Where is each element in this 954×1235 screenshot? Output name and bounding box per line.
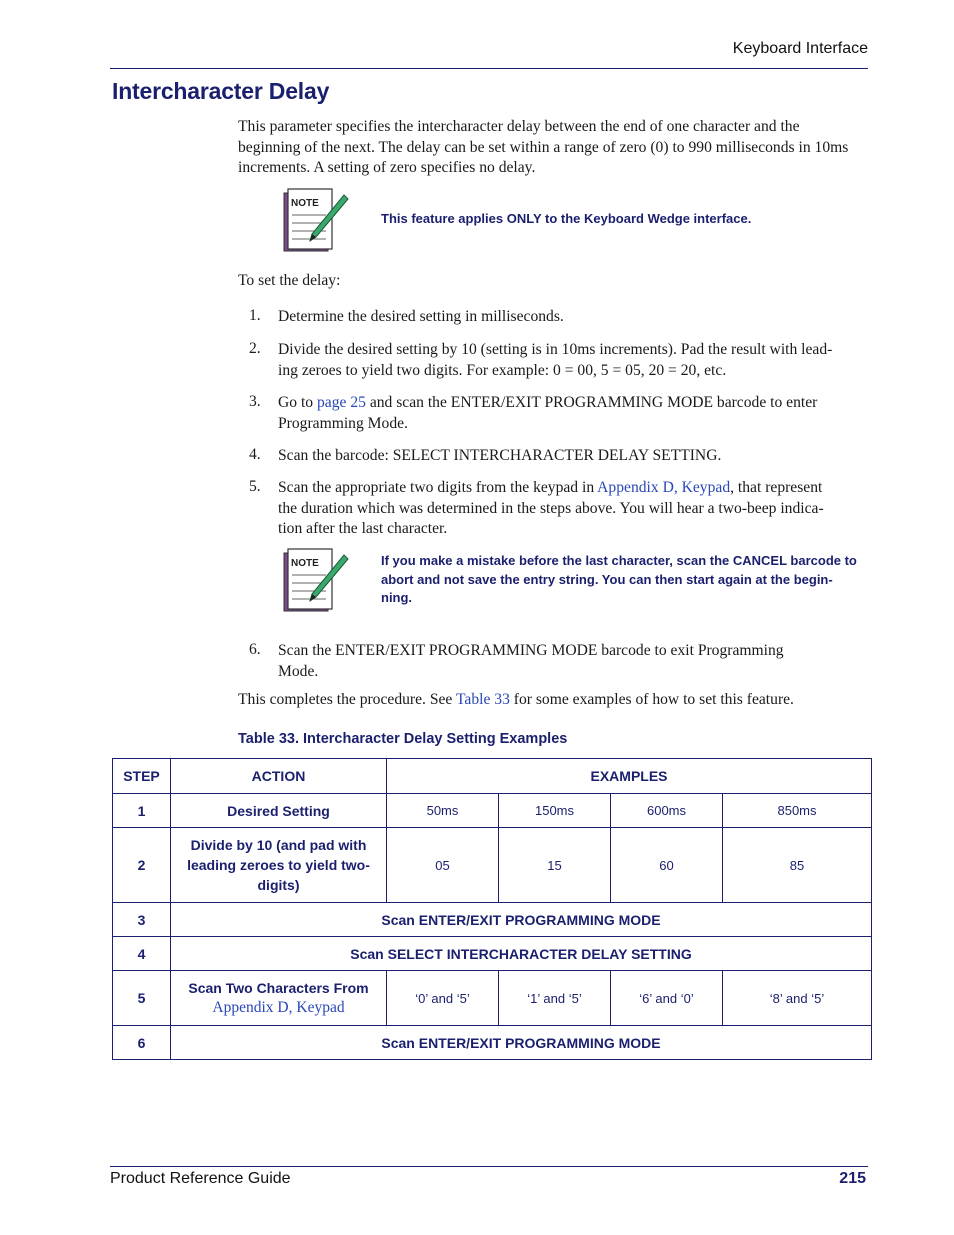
note-text (381, 552, 859, 608)
example-cell: 150ms (499, 794, 611, 828)
table-header-row (113, 759, 872, 794)
header-rule (110, 68, 868, 69)
completion-paragraph (238, 690, 864, 711)
step-number: 4. (249, 446, 261, 463)
span-cell: Scan SELECT INTERCHARACTER DELAY SETTING (171, 937, 872, 971)
table-row (113, 1026, 872, 1060)
table-row (113, 903, 872, 937)
step-text-part: and scan the ENTER/EXIT PROGRAMMING MODE barcode to enter (365, 394, 818, 411)
header-action: ACTION (171, 759, 387, 794)
example-cell: 05 (387, 828, 499, 903)
step-number: 5. (249, 478, 261, 495)
action-cell: Desired Setting (171, 794, 387, 828)
appendix-d-keypad-link[interactable]: Appendix D, Keypad (212, 999, 345, 1016)
step-text-part: , that represent (730, 479, 823, 496)
page-25-link[interactable]: page 25 (316, 394, 366, 411)
table-row (113, 794, 872, 828)
footer-guide-title: Product Reference Guide (110, 1170, 291, 1187)
example-cell: ‘0’ and ‘5’ (387, 971, 499, 1026)
action-line: Divide by 10 (and pad with (190, 837, 367, 853)
header-step: STEP (113, 759, 171, 794)
table-33-link[interactable]: Table 33 (455, 691, 510, 708)
table-caption: Table 33. Intercharacter Delay Setting Examples (238, 731, 568, 747)
note-icon-label: NOTE (291, 558, 319, 569)
step-line: Divide the desired setting by 10 (setting is in 10ms increments). Pad the result with lead- (278, 341, 833, 358)
step-line: Mode. (278, 662, 319, 680)
step-text (278, 340, 868, 381)
action-cell (171, 828, 387, 903)
procedure-intro: To set the delay: (238, 272, 341, 289)
action-line: digits) (257, 877, 300, 893)
step-text (278, 478, 868, 540)
step-number: 3. (249, 393, 261, 410)
completion-text: for some examples of how to set this feature. (509, 691, 794, 708)
action-line: leading zeroes to yield two- (187, 857, 370, 873)
step-cell: 6 (113, 1026, 171, 1060)
example-cell: ‘1’ and ‘5’ (499, 971, 611, 1026)
example-cell: ‘8’ and ‘5’ (723, 971, 872, 1026)
note-line: abort and not save the entry string. You can then start again at the begin- (381, 571, 833, 587)
step-text: Scan the barcode: SELECT INTERCHARACTER DELAY SETTING. (278, 447, 722, 464)
intro-paragraph: This parameter specifies the intercharacter delay between the end of one character and the beginning of the next. The delay can be set within a range of zero (0) to 990 milliseconds in 10ms increments. A setting of zero specifies no delay. (238, 118, 849, 176)
step-text-part: Scan the appropriate two digits from the keypad in (278, 479, 598, 496)
running-header: Keyboard Interface (732, 40, 868, 57)
step-number: 2. (249, 340, 261, 357)
action-line: Scan Two Characters From (188, 980, 369, 996)
table-row (113, 937, 872, 971)
step-line: Scan the ENTER/EXIT PROGRAMMING MODE barcode to exit Programming (278, 642, 784, 659)
table-row (113, 828, 872, 903)
step-line: Programming Mode. (278, 414, 408, 432)
note-line: ning. (381, 590, 413, 605)
note-icon (282, 545, 350, 615)
span-cell: Scan ENTER/EXIT PROGRAMMING MODE (171, 903, 872, 937)
example-cell: 600ms (611, 794, 723, 828)
action-cell (171, 971, 387, 1026)
step-text (278, 393, 868, 434)
step-line: ing zeroes to yield two digits. For example: 0 = 00, 5 = 05, 20 = 20, etc. (278, 361, 727, 379)
examples-table (112, 758, 872, 1060)
example-cell: 15 (499, 828, 611, 903)
step-text-part: Go to (278, 394, 317, 411)
page-number: 215 (839, 1170, 866, 1187)
step-cell: 4 (113, 937, 171, 971)
note-icon (282, 185, 350, 255)
appendix-d-keypad-link[interactable]: Appendix D, Keypad (597, 479, 731, 496)
completion-text: This completes the procedure. See (238, 691, 456, 708)
example-cell: ‘6’ and ‘0’ (611, 971, 723, 1026)
header-examples: EXAMPLES (387, 759, 872, 794)
step-text: Determine the desired setting in milliseconds. (278, 308, 564, 325)
example-cell: 50ms (387, 794, 499, 828)
span-cell: Scan ENTER/EXIT PROGRAMMING MODE (171, 1026, 872, 1060)
step-line: the duration which was determined in the steps above. You will hear a two-beep indica- (278, 499, 824, 517)
table-row (113, 971, 872, 1026)
step-number: 1. (249, 307, 261, 324)
step-cell: 2 (113, 828, 171, 903)
example-cell: 60 (611, 828, 723, 903)
page-title: Intercharacter Delay (112, 78, 330, 104)
note-text: This feature applies ONLY to the Keyboard Wedge interface. (381, 211, 752, 226)
note-line: If you make a mistake before the last character, scan the CANCEL barcode to (381, 553, 857, 568)
step-cell: 3 (113, 903, 171, 937)
note-icon-label: NOTE (291, 198, 319, 209)
step-line: tion after the last character. (278, 520, 448, 537)
step-text (278, 641, 868, 682)
step-cell: 5 (113, 971, 171, 1026)
footer-rule (110, 1166, 868, 1167)
example-cell: 850ms (723, 794, 872, 828)
example-cell: 85 (723, 828, 872, 903)
step-cell: 1 (113, 794, 171, 828)
step-number: 6. (249, 641, 261, 658)
